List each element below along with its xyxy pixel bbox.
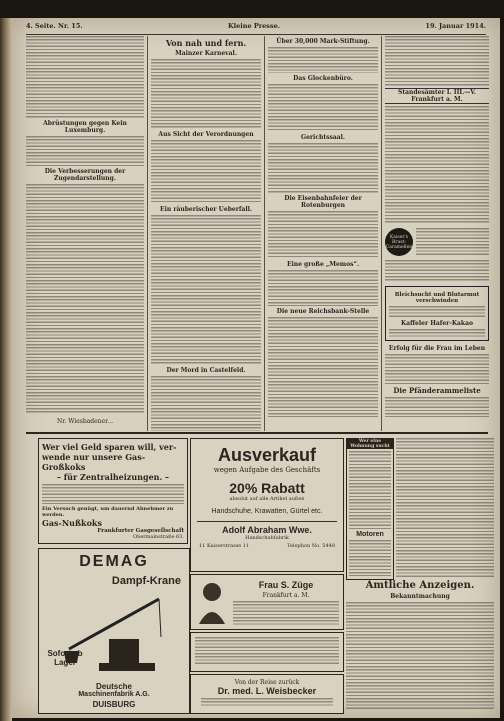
article-heading: Abrüstungen gegen Kein Luxemburg. (43, 120, 127, 134)
amtliche-title: Amtliche Anzeigen. (365, 580, 475, 591)
demag-city: DUISBURG (92, 700, 136, 709)
ausverkauf-company: Adolf Abraham Wwe. (222, 525, 312, 535)
article-text (396, 438, 494, 578)
gas-line-5: Gas-Nußkoks (42, 518, 102, 528)
ausverkauf-company-sub: Handschuhfabrik (245, 535, 289, 541)
demag-bottom-2: Maschinenfabrik A.G. (78, 691, 150, 698)
zuge-city: Frankfurt a. M. (262, 592, 310, 599)
column-rule (381, 36, 382, 431)
kaiser-logo: Kaiser's Brust-Caramellen (385, 228, 413, 256)
column-rule (264, 36, 265, 431)
article-heading: Der Mord in Castelfeld. (166, 367, 246, 374)
divider (197, 521, 337, 522)
ausverkauf-note: absolut auf alle Artikel außen (229, 496, 305, 502)
ad-text (389, 329, 485, 337)
article-text (268, 84, 378, 132)
article-text (268, 317, 378, 417)
article-text (268, 47, 378, 73)
article-heading: Das Glockenbüro. (293, 75, 353, 82)
column-4 (385, 36, 489, 431)
weisbecker-ad (190, 674, 344, 714)
crane-illustration (39, 589, 189, 689)
article-text (268, 143, 378, 193)
demag-bottom-1: Deutsche (95, 682, 132, 691)
gas-ad (38, 438, 188, 544)
column-1 (26, 36, 144, 431)
ad-text (195, 637, 339, 665)
article-text (385, 354, 489, 384)
ausverkauf-contact (191, 541, 343, 551)
header-center: Kleine Presse. (228, 22, 281, 30)
article-text (26, 184, 144, 414)
column-2 (151, 36, 261, 431)
ausverkauf-phone: Telephon No. 5448 (287, 543, 335, 549)
ausverkauf-ad (190, 438, 344, 572)
ausverkauf-sub: wegen Aufgabe des Geschäfts (213, 466, 321, 474)
ausverkauf-address: 11 Kaiserstrasse 11 (199, 543, 250, 549)
ad-text (389, 306, 485, 318)
horizontal-rule (26, 432, 488, 434)
article-heading: Mainzer Karneval. (175, 50, 237, 57)
text-ad (190, 632, 344, 672)
gas-line-1: Wer viel Geld sparen will, ver- (42, 442, 177, 452)
kaiser-ad (385, 228, 489, 256)
kakao-title: Bleichsucht und Blutarmut verschwinden (394, 292, 480, 304)
demag-title: Dampf-Krane (111, 575, 181, 587)
article-text (26, 136, 144, 166)
demag-left: Sofort ab Lager (47, 649, 83, 667)
article-heading: Gerichtssaal. (300, 134, 346, 141)
gas-line-3: – für Zentralheizungen. – (56, 472, 170, 482)
ausverkauf-discount: 20% Rabatt (229, 480, 305, 496)
article-text (26, 36, 144, 118)
article-text (385, 106, 489, 224)
section-title: Von nah und fern. (165, 38, 247, 48)
article-text (151, 376, 261, 431)
ad-text (416, 228, 489, 256)
newspaper-page (12, 18, 500, 718)
footnote: Nr. Wiesbadener... (56, 418, 114, 425)
small-ads (346, 438, 394, 580)
gas-line-2: wende nur unsere Gas-Großkoks (42, 452, 146, 472)
ad-text (233, 601, 339, 625)
ad-text (201, 698, 333, 706)
article-heading: Die Pfänderammeliste (393, 386, 481, 395)
article-text (268, 270, 378, 306)
ad-text (349, 451, 391, 529)
zuge-ad (190, 574, 344, 630)
right-text-block (396, 438, 494, 578)
kakao-sub: Kaffeler Hafer-Kakao (401, 320, 473, 327)
column-3 (268, 36, 378, 431)
kakao-ad (385, 286, 489, 341)
article-text (346, 602, 494, 710)
article-text (151, 59, 261, 129)
amtliche-sub: Bekanntmachung (390, 593, 450, 600)
zuge-name: Frau S. Züge (258, 580, 314, 590)
small-ads-top: Wer eine Wohnung sucht (347, 439, 393, 449)
header-right: 19. Januar 1914. (425, 22, 486, 30)
header-left: 4. Seite. Nr. 15. (26, 22, 83, 30)
weisbecker-top: Von der Reise zurück (234, 679, 300, 686)
page-header (26, 22, 486, 35)
weisbecker-name: Dr. med. L. Weisbecker (217, 686, 317, 696)
small-ads-motoren: Motoren (356, 531, 384, 538)
gas-line-7: Obermainstraße 63. (133, 534, 184, 540)
column-rule (147, 36, 148, 431)
article-heading: Erfolg für die Frau im Leben (388, 345, 486, 352)
ad-text (349, 540, 391, 576)
article-text (385, 397, 489, 417)
ausverkauf-title: Ausverkauf (217, 445, 317, 465)
article-heading: Aus Sicht der Verordnungen (158, 131, 254, 138)
ausverkauf-items: Handschuhe, Krawatten, Gürtel etc. (211, 508, 323, 515)
article-heading: Die neue Reichsbank-Stelle (276, 308, 370, 315)
article-heading: Eine große „Memos“. (286, 261, 360, 268)
article-heading: Die Verbesserungen der Zugendarstellung. (44, 168, 126, 182)
article-heading: Standesämter I. III.—V. Frankfurt a. M. (385, 88, 489, 104)
demag-ad (38, 548, 190, 714)
article-text (385, 260, 489, 282)
portrait-illustration (195, 578, 229, 624)
article-text (385, 36, 489, 86)
demag-brand: DEMAG (79, 553, 149, 570)
gas-line-4: Ein Versuch genügt, um dauernd Abnehmer zu werden. (42, 506, 174, 518)
article-text (151, 215, 261, 365)
article-heading: Ein räuberischer Ueberfall. (160, 206, 252, 213)
article-text (268, 211, 378, 259)
article-heading: Über 30,000 Mark-Stiftung. (276, 38, 370, 45)
ad-text (42, 484, 184, 504)
article-heading: Die Eisenbahnfeier der Rotenburgen (284, 195, 362, 209)
book-spine (0, 18, 12, 721)
amtliche-section (346, 580, 494, 712)
gas-line-6: Frankfurter Gasgesellschaft (97, 528, 184, 534)
article-text (151, 140, 261, 204)
